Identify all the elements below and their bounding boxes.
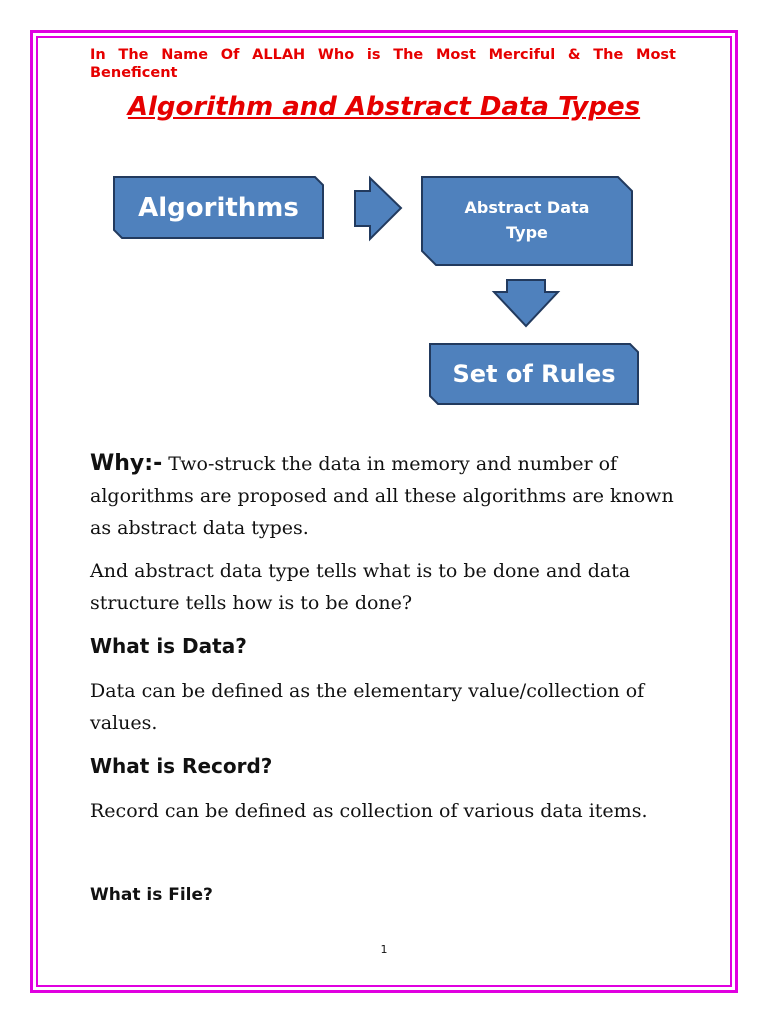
set-of-rules-label: Set of Rules <box>452 360 616 388</box>
why-paragraph <box>90 448 690 544</box>
page-number: 1 <box>380 943 388 956</box>
adt-paragraph: And abstract data type tells what is to be done and data structure tells how is to be done? <box>90 560 631 614</box>
heading-what-is-file: What is File? <box>90 885 213 905</box>
abstract-data-type-label-line2: Type <box>506 222 548 242</box>
data-definition: Data can be defined as the elementary value/collection of values. <box>90 680 645 734</box>
down-arrow <box>494 280 558 326</box>
document-title: Algorithm and Abstract Data Types <box>127 92 641 122</box>
algorithms-label: Algorithms <box>138 192 299 223</box>
dedication-line: In The Name Of ALLAH Who is The Most Merciful & The Most Beneficent <box>90 47 676 81</box>
abstract-data-type-label-line1: Abstract Data <box>464 197 590 217</box>
heading-what-is-data: What is Data? <box>90 634 247 658</box>
why-text: Two-struck the data in memory and number of algorithms are proposed and all these algorithms are known as abstract data types. <box>90 453 674 539</box>
why-label: Why:- <box>90 451 163 476</box>
heading-what-is-record: What is Record? <box>90 754 273 778</box>
record-definition: Record can be defined as collection of various data items. <box>90 800 648 822</box>
right-arrow <box>355 178 401 239</box>
